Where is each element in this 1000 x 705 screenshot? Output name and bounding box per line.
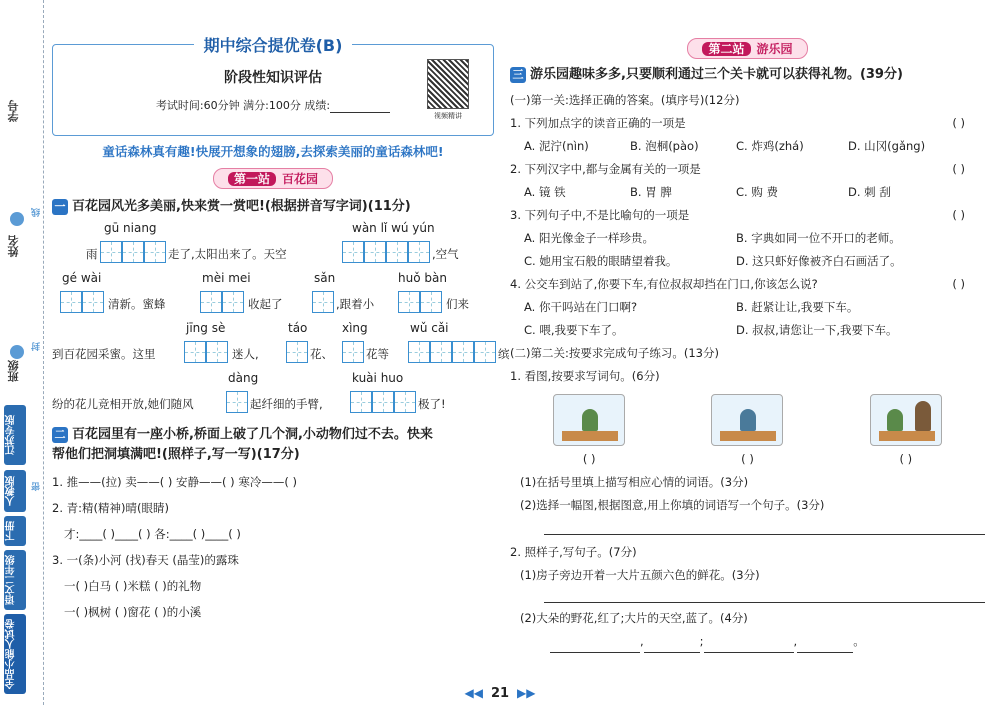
picture-boy-teacher xyxy=(870,394,942,446)
exam-header xyxy=(52,36,494,136)
mc-options xyxy=(510,296,985,319)
blank-1[interactable]: ( ) xyxy=(582,452,596,466)
exam-title: 期中综合提优卷(B) xyxy=(194,36,353,55)
picture-row xyxy=(510,394,985,446)
part-2-q1b: (2)选择一幅图,根据图意,用上你填的词语写一个句子。(3分) xyxy=(520,498,825,512)
answer-paren[interactable]: ( ) xyxy=(952,162,965,176)
answer-paren[interactable]: ( ) xyxy=(952,277,965,291)
part-1-title: (一)第一关:选择正确的答案。(填序号)(12分) xyxy=(510,93,740,107)
char-grid[interactable] xyxy=(342,341,364,363)
q1-text: 百花园风光多美丽,快来赏一赏吧!(根据拼音写字词)(11分) xyxy=(72,199,411,214)
part-2-title: (二)第二关:按要求完成句子练习。(13分) xyxy=(510,346,719,360)
pinyin: sǎn xyxy=(314,271,336,285)
station-1-number: 第一站 xyxy=(228,172,276,186)
blank[interactable] xyxy=(644,639,700,653)
cut-word-3: 密 xyxy=(32,482,42,491)
cut-line-mark xyxy=(10,212,24,226)
char-grid[interactable] xyxy=(398,291,442,313)
station-2-banner xyxy=(510,38,985,59)
text: ,跟着小 xyxy=(336,297,375,311)
option-a[interactable]: A. 镜 铁 xyxy=(524,185,566,199)
q2-line-3: 才:____( )____( ) 各:____( )____( ) xyxy=(64,527,241,541)
blank[interactable] xyxy=(704,639,794,653)
option-c[interactable]: C. 喂,我要下车了。 xyxy=(524,323,624,337)
text: 花等 xyxy=(366,347,389,361)
q1-number: 一 xyxy=(52,199,68,215)
pinyin-row-2 xyxy=(52,271,494,321)
pinyin: kuài huo xyxy=(352,371,404,385)
binding-margin xyxy=(0,0,44,705)
text: 们来 xyxy=(446,297,469,311)
pinyin: wàn lǐ wú yún xyxy=(352,221,435,235)
grade-tag: 语文二年级 xyxy=(4,550,26,610)
text: 到百花园采蜜。这里 xyxy=(52,347,156,361)
char-grid[interactable] xyxy=(226,391,248,413)
q3-text: 游乐园趣味多多,只要顺利通过三个关卡就可以获得礼物。(39分) xyxy=(530,67,903,82)
qr-code-icon[interactable] xyxy=(427,59,469,109)
slogan: 童话森林真有趣!快展开想象的翅膀,去探索美丽的童话森林吧! xyxy=(102,144,444,159)
option-b[interactable]: B. 赶紧让让,我要下车。 xyxy=(736,300,859,314)
part-2-q1: 1. 看图,按要求写词句。(6分) xyxy=(510,369,660,383)
pinyin: wǔ cǎi xyxy=(410,321,449,335)
char-grid[interactable] xyxy=(350,391,416,413)
blank[interactable] xyxy=(797,639,853,653)
text: 花、 xyxy=(310,347,333,361)
student-id-label: 学号 xyxy=(7,100,20,122)
char-grid[interactable] xyxy=(100,241,166,263)
option-c[interactable]: C. 购 费 xyxy=(736,185,778,199)
option-b[interactable]: B. 泡桐(pào) xyxy=(630,139,699,153)
text: 起纤细的手臂, xyxy=(250,397,323,411)
option-d[interactable]: D. 山冈(gǎng) xyxy=(848,139,926,153)
mc-question-text: 4. 公交车到站了,你要下车,有位叔叔却挡在门口,你该怎么说? xyxy=(510,277,818,291)
exam-info-text: 考试时间:60分钟 满分:100分 成绩: xyxy=(155,99,331,112)
cut-line-mark xyxy=(10,345,24,359)
char-grid[interactable] xyxy=(200,291,244,313)
option-d[interactable]: D. 叔叔,请您让一下,我要下车。 xyxy=(736,323,898,337)
prev-arrow-icon[interactable]: ◀◀ xyxy=(464,686,483,700)
pinyin: jīng sè xyxy=(186,321,226,335)
pinyin: táo xyxy=(288,321,308,335)
pinyin: dàng xyxy=(228,371,259,385)
char-grid[interactable] xyxy=(312,291,334,313)
text: 雨 xyxy=(86,247,98,261)
page-number-bar xyxy=(0,686,1000,701)
blank[interactable] xyxy=(550,639,640,653)
name-label: 姓名 xyxy=(7,235,20,257)
q2-line-6: 一( )枫树 ( )窗花 ( )的小溪 xyxy=(64,605,202,619)
exam-subtitle: 阶段性知识评估 xyxy=(224,70,322,86)
mc-question xyxy=(510,158,985,181)
char-grid[interactable] xyxy=(408,341,496,363)
mc-question-text: 2. 下列汉字中,都与金属有关的一项是 xyxy=(510,162,701,176)
option-c[interactable]: C. 她用宝石般的眼睛望着我。 xyxy=(524,254,678,268)
q2-line-1: 1. 推——(拉) 卖——( ) 安静——( ) 寒冷——( ) xyxy=(52,475,297,489)
text: 纷的花儿竞相开放,她们随风 xyxy=(52,397,194,411)
char-grid[interactable] xyxy=(184,341,228,363)
pinyin: gé wài xyxy=(62,271,102,285)
option-a[interactable]: A. 泥泞(nìn) xyxy=(524,139,589,153)
text: 迷人, xyxy=(232,347,259,361)
mc-options xyxy=(510,250,985,273)
q2-heading xyxy=(52,425,494,465)
option-c[interactable]: C. 炸鸡(zhá) xyxy=(736,139,804,153)
mc-options xyxy=(510,135,985,158)
station-1-banner xyxy=(52,168,494,189)
blank-2[interactable]: ( ) xyxy=(741,452,754,466)
score-blank[interactable] xyxy=(330,99,390,113)
pinyin: gū niang xyxy=(104,221,157,235)
option-b[interactable]: B. 字典如同一位不开口的老师。 xyxy=(736,231,901,245)
edition-tag: 人教版 xyxy=(4,470,26,512)
brand-tag: 全品小能人试卷 xyxy=(4,614,26,694)
q3-number: 三 xyxy=(510,67,526,83)
q2-line-5: 一( )白马 ( )米糕 ( )的礼物 xyxy=(64,579,202,593)
pinyin-row-1 xyxy=(52,221,494,271)
q2-text-1: 百花园里有一座小桥,桥面上破了几个洞,小动物们过不去。快来 xyxy=(72,427,433,442)
qr-label: 视频精讲 xyxy=(434,112,462,120)
q2-line-2: 2. 青:精(精神)晴(眼睛) xyxy=(52,501,169,515)
option-a[interactable]: A. 你干吗站在门口啊? xyxy=(524,300,638,314)
mc-question-text: 3. 下列句子中,不是比喻句的一项是 xyxy=(510,208,690,222)
q1-heading xyxy=(52,197,494,217)
next-arrow-icon[interactable]: ▶▶ xyxy=(517,686,536,700)
cut-word-2: 封 xyxy=(32,342,42,351)
class-label: 班级 xyxy=(7,360,20,382)
pinyin: huǒ bàn xyxy=(398,271,447,285)
text: 收起了 xyxy=(248,297,283,311)
region-tag: 江苏专版 xyxy=(4,405,26,465)
q2-text-2: 帮他们把洞填满吧!(照样子,写一写)(17分) xyxy=(52,447,300,462)
cut-word-1: 线 xyxy=(32,208,42,217)
pinyin: mèi mei xyxy=(202,271,251,285)
station-2-name: 游乐园 xyxy=(756,42,793,56)
picture-boy-happy xyxy=(553,394,625,446)
part-2-q2: 2. 照样子,写句子。(7分) xyxy=(510,545,637,559)
pinyin-row-4 xyxy=(52,371,494,423)
text: ,空气 xyxy=(432,247,459,261)
blank-3[interactable]: ( ) xyxy=(899,452,913,466)
char-grid[interactable] xyxy=(60,291,104,313)
option-d[interactable]: D. 这只虾好像被齐白石画活了。 xyxy=(736,254,902,268)
mc-question xyxy=(510,204,985,227)
term-tag: 下册 xyxy=(4,516,26,546)
text: 走了,太阳出来了。天空 xyxy=(168,247,287,261)
option-b[interactable]: B. 胃 脾 xyxy=(630,185,672,199)
option-d[interactable]: D. 刺 刮 xyxy=(848,185,891,199)
answer-blanks: , ; , 。 xyxy=(510,630,985,653)
text: 极了! xyxy=(418,397,446,411)
part-2-q1a: (1)在括号里填上描写相应心情的词语。(3分) xyxy=(520,475,749,489)
part-2-q2a: (1)房子旁边开着一大片五颜六色的鲜花。(3分) xyxy=(520,568,760,582)
part-2-q2b: (2)大朵的野花,红了;大片的天空,蓝了。(4分) xyxy=(520,611,748,625)
char-grid[interactable] xyxy=(342,241,430,263)
pinyin: xìng xyxy=(342,321,368,335)
pinyin-row-3 xyxy=(52,321,510,371)
text: 缤 xyxy=(498,347,510,361)
station-2-number: 第二站 xyxy=(702,42,750,56)
text: 清新。蜜蜂 xyxy=(108,297,166,311)
mc-options xyxy=(510,181,985,204)
answer-line[interactable] xyxy=(544,525,985,535)
left-page xyxy=(52,36,510,625)
picture-boy-sad xyxy=(711,394,783,446)
mc-options xyxy=(510,319,985,342)
q2-number: 二 xyxy=(52,427,68,443)
option-a[interactable]: A. 阳光像金子一样珍贵。 xyxy=(524,231,654,245)
q2-line-4: 3. 一(条)小河 (找)春天 (晶莹)的露珠 xyxy=(52,553,239,567)
answer-paren[interactable]: ( ) xyxy=(952,208,965,222)
station-1-name: 百花园 xyxy=(282,172,319,186)
answer-line[interactable] xyxy=(544,593,985,603)
q3-heading xyxy=(510,65,985,85)
right-page xyxy=(510,38,985,653)
exam-title-wrap xyxy=(53,33,493,56)
mc-options xyxy=(510,227,985,250)
answer-paren[interactable]: ( ) xyxy=(952,116,965,130)
char-grid[interactable] xyxy=(286,341,308,363)
mc-question-text: 1. 下列加点字的读音正确的一项是 xyxy=(510,116,686,130)
mc-question xyxy=(510,273,985,296)
mc-question xyxy=(510,112,985,135)
picture-blanks xyxy=(510,448,985,471)
page-number: 21 xyxy=(490,686,510,701)
